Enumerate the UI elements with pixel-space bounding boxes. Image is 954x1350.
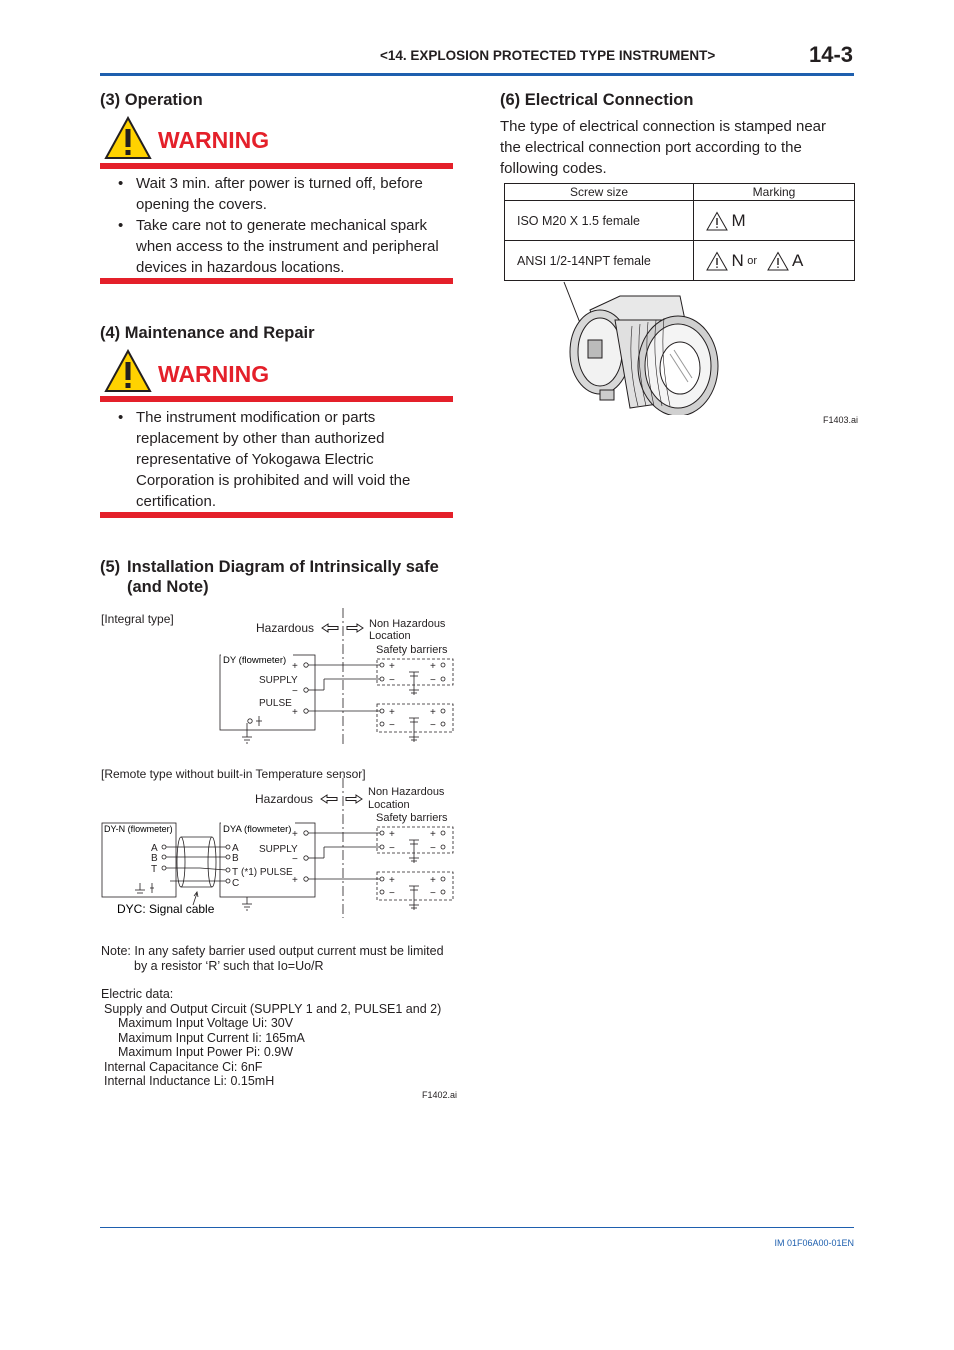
electrical-description: The type of electrical connection is stamped near the electrical connection port according to the following codes. — [500, 118, 827, 177]
electric-data-line: Maximum Input Power Pi: 0.9W — [118, 1045, 294, 1059]
svg-text:B: B — [151, 853, 158, 864]
electric-data-line: Supply and Output Circuit (SUPPLY 1 and 2, PULSE1 and 2) — [104, 1002, 442, 1016]
header-rule — [100, 73, 854, 76]
running-header: <14. EXPLOSION PROTECTED TYPE INSTRUMENT> — [380, 48, 716, 63]
supply-label: SUPPLY — [259, 675, 298, 686]
svg-text:+: + — [292, 829, 298, 840]
svg-text:+: + — [389, 875, 395, 886]
table-header: Screw size — [505, 184, 694, 201]
warning-triangle-icon — [104, 349, 152, 393]
svg-text:+: + — [389, 707, 395, 718]
section-maintenance-title: (4) Maintenance and Repair — [100, 324, 315, 342]
svg-text:−: − — [389, 888, 395, 899]
dya-flowmeter-label: DYA (flowmeter) — [223, 824, 292, 835]
section-installation-title: Installation Diagram of Intrinsically safe — [127, 558, 439, 576]
pulse-label: PULSE — [259, 698, 292, 709]
svg-text:B: B — [232, 853, 239, 864]
svg-text:A: A — [151, 843, 158, 854]
figure-id: F1402.ai — [422, 1090, 458, 1100]
signal-cable-label: DYC: Signal cable — [117, 902, 215, 916]
installation-diagram — [96, 604, 460, 934]
svg-text:−: − — [430, 843, 436, 854]
svg-text:C: C — [232, 878, 240, 889]
remote-type-label: [Remote type without built-in Temperature sensor] — [101, 767, 366, 781]
non-hazardous-label: Non Hazardous — [368, 786, 445, 798]
warning-bottom-bar — [100, 512, 453, 518]
note-line: by a resistor ‘R’ such that Io=Uo/R — [134, 959, 324, 973]
document-id: IM 01F06A00-01EN — [774, 1238, 854, 1248]
safety-barriers-label: Safety barriers — [376, 812, 448, 824]
section-electrical-title: (6) Electrical Connection — [500, 91, 694, 109]
dy-flowmeter-label: DY (flowmeter) — [223, 655, 287, 666]
hazardous-label: Hazardous — [255, 792, 314, 806]
hazardous-label: Hazardous — [256, 621, 315, 635]
list-item: • The instrument modification or parts replacement by other than authorized representative of Yokogawa Electric Corporation is prohibited and will void the certification. — [118, 409, 411, 510]
marking-cell: M — [694, 201, 855, 241]
svg-text:+: + — [430, 707, 436, 718]
marking-cell: N or A — [694, 241, 855, 281]
table-row — [505, 241, 855, 281]
non-hazardous-label: Non Hazardous — [369, 618, 446, 630]
svg-text:+: + — [430, 875, 436, 886]
section-installation-number: (5) — [100, 558, 121, 576]
svg-text:−: − — [292, 854, 298, 865]
svg-text:−: − — [292, 686, 298, 697]
warning-label: WARNING — [158, 361, 270, 387]
svg-text:+: + — [292, 707, 298, 718]
caution-triangle-icon — [767, 251, 789, 271]
figure-id: F1403.ai — [823, 415, 859, 425]
section-installation-subtitle: (and Note) — [127, 578, 209, 596]
screw-size-cell: ANSI 1/2-14NPT female — [505, 241, 694, 281]
list-item: • Take care not to generate mechanical spark when access to the instrument and peripheral devices in hazardous locations. — [118, 217, 439, 276]
dy-n-flowmeter-label: DY-N (flowmeter) — [104, 824, 173, 834]
section-operation-title: (3) Operation — [100, 91, 203, 109]
svg-text:+: + — [430, 829, 436, 840]
footer-rule — [100, 1227, 854, 1228]
electric-data-line: Internal Inductance Li: 0.15mH — [104, 1074, 275, 1088]
supply-label: SUPPLY — [259, 844, 298, 855]
table-header: Marking — [694, 184, 855, 201]
svg-text:T: T — [232, 867, 239, 878]
svg-text:+: + — [389, 661, 395, 672]
svg-text:−: − — [430, 675, 436, 686]
svg-text:−: − — [389, 720, 395, 731]
location-label: Location — [368, 799, 410, 811]
caution-triangle-icon — [706, 251, 728, 271]
warning-bottom-bar — [100, 278, 453, 284]
electric-data-title: Electric data: — [101, 987, 174, 1001]
warning-top-bar — [100, 396, 453, 402]
svg-text:−: − — [430, 720, 436, 731]
svg-text:−: − — [389, 843, 395, 854]
electric-data-line: Internal Capacitance Ci: 6nF — [104, 1060, 263, 1074]
svg-text:T: T — [151, 864, 158, 875]
flowmeter-illustration — [560, 280, 730, 415]
table-row — [505, 201, 855, 241]
page-number: 14-3 — [809, 42, 854, 67]
svg-text:+: + — [430, 661, 436, 672]
note-line: Note: In any safety barrier used output current must be limited — [101, 944, 444, 958]
svg-text:−: − — [430, 888, 436, 899]
screw-size-cell: ISO M20 X 1.5 female — [505, 201, 694, 241]
caution-triangle-icon — [706, 211, 728, 231]
svg-text:+: + — [389, 829, 395, 840]
warning-label: WARNING — [158, 127, 270, 153]
svg-text:+: + — [292, 661, 298, 672]
electrical-codes-table — [504, 183, 855, 281]
location-label: Location — [369, 630, 411, 642]
electric-data-line: Maximum Input Current Ii: 165mA — [118, 1031, 305, 1045]
svg-text:−: − — [389, 675, 395, 686]
svg-text:A: A — [232, 843, 239, 854]
warning-triangle-icon — [104, 116, 152, 160]
integral-type-label: [Integral type] — [101, 612, 174, 626]
list-item: • Wait 3 min. after power is turned off, before opening the covers. — [118, 175, 423, 213]
warning-top-bar — [100, 163, 453, 169]
pulse-label: (*1) PULSE — [241, 867, 293, 878]
safety-barriers-label: Safety barriers — [376, 644, 448, 656]
electric-data-line: Maximum Input Voltage Ui: 30V — [118, 1016, 294, 1030]
svg-text:+: + — [292, 875, 298, 886]
